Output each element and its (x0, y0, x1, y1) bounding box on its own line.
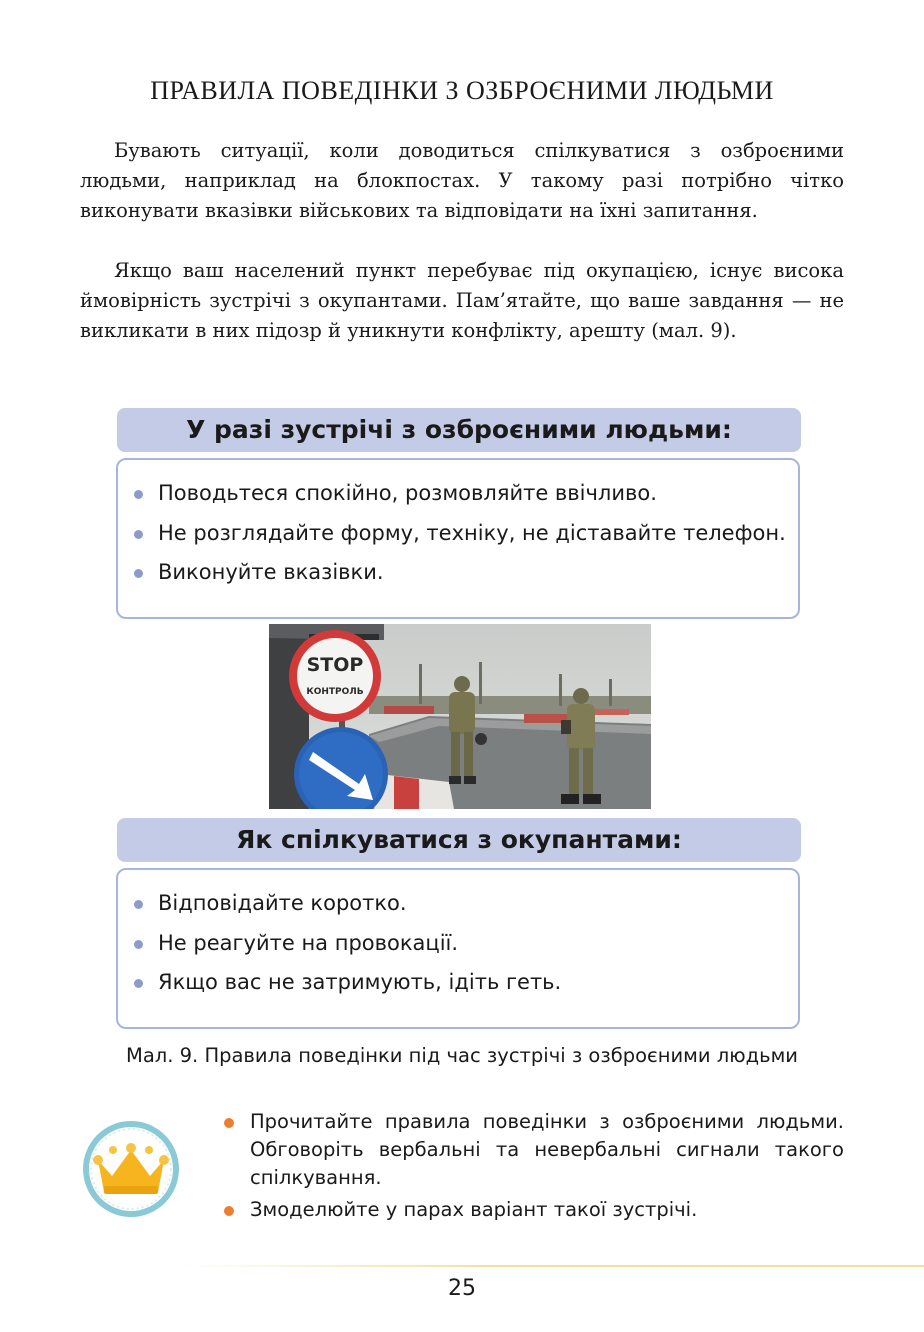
list-item-text: Виконуйте вказівки. (158, 560, 384, 584)
list-item (134, 514, 798, 554)
sign-stop-text: STOP (306, 654, 364, 676)
page-title: ПРАВИЛА ПОВЕДІНКИ З ОЗБРОЄНИМИ ЛЮДЬМИ (150, 76, 774, 105)
bullet-icon (134, 940, 143, 949)
orange-bullet-icon (224, 1206, 234, 1216)
occupants-communication-header: Як спілкуватися з окупантами: (117, 818, 801, 862)
list-item-text: Якщо вас не затримують, ідіть геть. (158, 970, 562, 994)
bullet-icon (134, 530, 143, 539)
occupants-communication-box (116, 868, 800, 1029)
list-item (134, 553, 798, 593)
orange-bullet-icon (224, 1118, 234, 1128)
task-text: Змоделюйте у парах варіант такої зустрічі. (250, 1198, 698, 1221)
bullet-icon (134, 569, 143, 578)
page-number: 25 (448, 1276, 476, 1301)
list-item (134, 924, 798, 964)
paragraph-1: Бувають ситуації, коли доводиться спілкуватися з озброєними людьми, наприклад на блокпостах. У такому разі потрібно чітко виконувати вказівки військових та відповідати на їхні запитання. (80, 139, 844, 222)
paragraph-2: Якщо ваш населений пункт перебуває під окупацією, існує висока ймовірність зустрічі з окупантами. Пам’ятайте, що ваше завдання — не викликати в них підозр й уникнути конфлікту, арешту (мал. 9). (80, 259, 844, 342)
rules-meeting-header: У разі зустрічі з озброєними людьми: (117, 408, 801, 452)
list-item (134, 963, 798, 1003)
checkpoint-photo (269, 624, 651, 809)
rules-meeting-box (116, 458, 800, 619)
list-item-text: Не розглядайте форму, техніку, не діставайте телефон. (158, 520, 786, 545)
list-item (134, 474, 798, 514)
figure-caption: Мал. 9. Правила поведінки під час зустрічі з озброєними людьми (126, 1044, 798, 1067)
task-item (222, 1196, 844, 1224)
list-item-text: Поводьтеся спокійно, розмовляйте ввічливо. (158, 481, 657, 505)
sign-control-text: КОНТРОЛЬ (306, 687, 364, 697)
crown-icon (82, 1120, 180, 1218)
task-list (222, 1108, 844, 1228)
task-item (222, 1108, 844, 1192)
list-item-text: Не реагуйте на провокації. (158, 930, 459, 955)
bullet-icon (134, 979, 143, 988)
bullet-icon (134, 490, 143, 499)
list-item (134, 884, 798, 924)
bullet-icon (134, 900, 143, 909)
task-text: Прочитайте правила поведінки з озброєними людьми. Обговоріть вербальні та невербальні сигнали такого спілкування. (250, 1110, 844, 1189)
checkpoint-illustration (269, 624, 651, 809)
list-item-text: Відповідайте коротко. (158, 891, 407, 915)
footer-divider (180, 1265, 924, 1267)
